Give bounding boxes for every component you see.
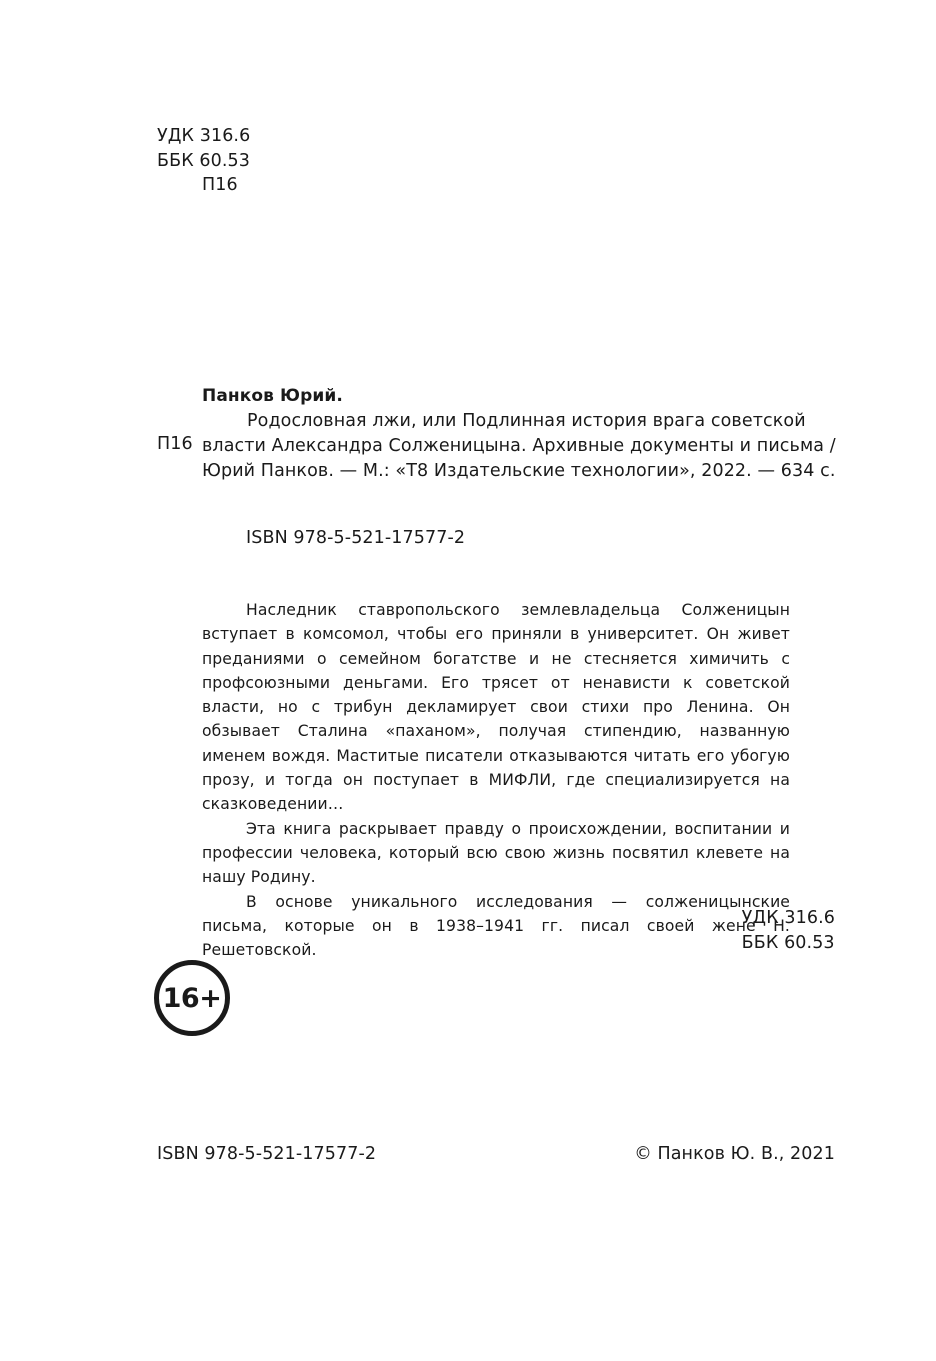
author-mark: П16 bbox=[202, 175, 238, 195]
classification-bottom bbox=[742, 906, 835, 955]
annotation-paragraph: В основе уникального исследования — солженицынские письма, которые он в 1938–1941 гг. писал своей жене Н. Решетовской. bbox=[202, 892, 790, 960]
bibliographic-line: Юрий Панков. — М.: «Т8 Издательские технологии», 2022. — 634 с. bbox=[202, 461, 836, 481]
bbk-code: ББК 60.53 bbox=[741, 932, 835, 953]
age-rating-label: 16+ bbox=[162, 982, 222, 1014]
annotation-paragraph: Эта книга раскрывает правду о происхождении, воспитании и профессии человека, который всю свою жизнь посвятил клевете на нашу Родину. bbox=[202, 819, 790, 887]
bibliographic-line: власти Александра Солженицына. Архивные документы и письма / bbox=[202, 436, 836, 456]
annotation bbox=[202, 598, 790, 962]
annotation-paragraph: Наследник ставропольского землевладельца Солженицын вступает в комсомол, чтобы его приняли в университет. Он живет преданиями о семейном богатстве и не стесняется химичить с профсоюзными деньгами. Его трясет от ненависти к советской власти, но с трибун декламирует свои стихи про Ленина. Он обзывает Сталина «паханом», получая стипендию, названную именем вождя. Маститые писатели отказываются читать его убогую прозу, и тогда он поступает в МИФЛИ, где специализируется на сказковедении… bbox=[202, 601, 790, 814]
isbn-record: ISBN 978-5-521-17577-2 bbox=[246, 528, 466, 548]
book-author: Панков Юрий. bbox=[202, 386, 343, 406]
age-rating-badge bbox=[154, 960, 230, 1036]
bibliographic-description bbox=[202, 409, 836, 484]
bibliographic-code: П16 bbox=[157, 434, 193, 454]
bibliographic-line: Родословная лжи, или Подлинная история врага советской bbox=[247, 411, 806, 431]
udk-code: УДК 316.6 bbox=[157, 126, 251, 146]
footer-isbn: ISBN 978-5-521-17577-2 bbox=[157, 1144, 377, 1164]
udk-code: УДК 316.6 bbox=[741, 908, 835, 928]
classification-top bbox=[157, 124, 250, 198]
copyright-notice: © Панков Ю. В., 2021 bbox=[634, 1144, 835, 1164]
bbk-code: ББК 60.53 bbox=[157, 150, 250, 171]
